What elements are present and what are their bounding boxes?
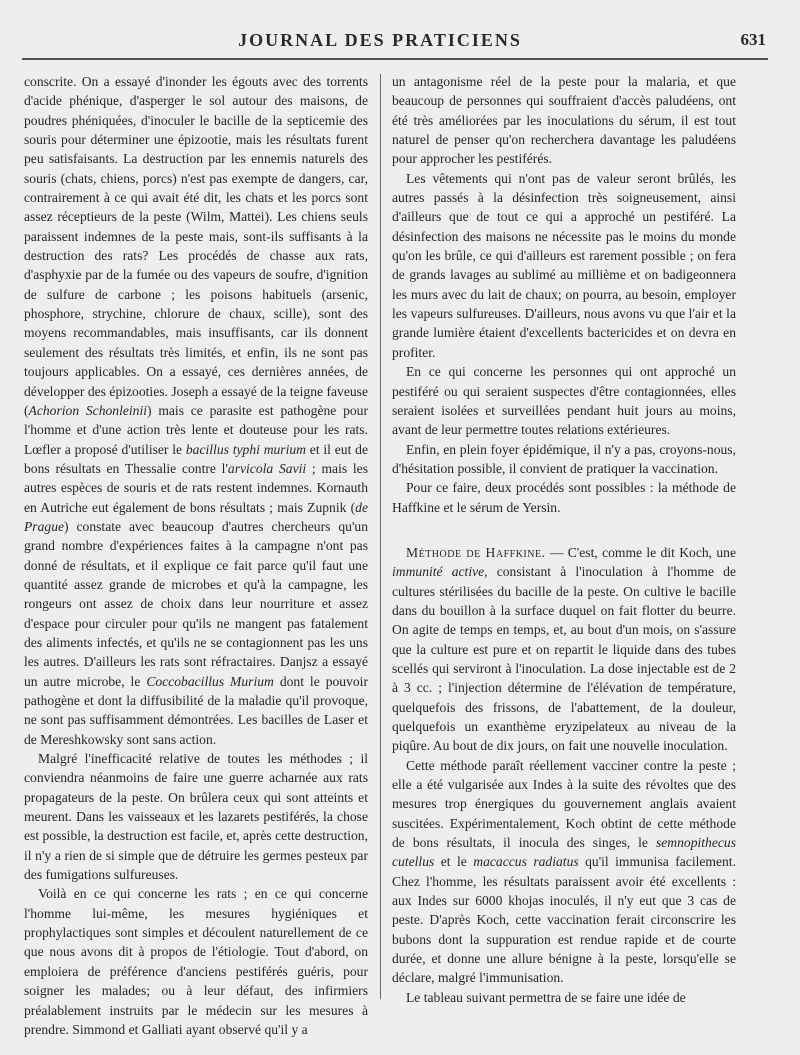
paragraph: Pour ce faire, deux procédés sont possibles : la méthode de Haffkine et le sérum de Yersin. xyxy=(392,480,736,515)
paragraph: un antagonisme réel de la peste pour la malaria, et que beaucoup de personnes qui souffraient d'accès paludéens, ont été très améliorées par les inoculations du sérum, il est tout naturel de penser qu'on recherchera davantage les paludéens pour approcher les pestiférés. xyxy=(392,74,736,167)
section-heading: Méthode de Haffkine. xyxy=(406,544,546,560)
left-column xyxy=(24,72,368,1039)
page-header xyxy=(22,22,766,62)
paragraph: Malgré l'inefficacité relative de toutes les méthodes ; il conviendra néanmoins de faire une guerre acharnée aux rats propagateurs de la peste. On brûlera ceux qui sont atteints et meurent. Dans les vaisseaux et les lazarets pestiférés, la chose est possible, la destruction est facile, et, après cette destruction, il n'y a rien de si simple que de détruire les germes pesteux par des fumigations sulfureuses. xyxy=(24,751,368,883)
section-gap xyxy=(392,517,736,543)
page-number: 631 xyxy=(740,30,766,49)
paragraph: conscrite. On a essayé d'inonder les égouts avec des torrents d'acide phénique, d'asperger le sol autour des maisons, de poudres phéniquées, d'inoculer le bacille de la septicemie des souris pour déterminer une épizootie, mais les résultats furent peu satisfaisants. La destruction par les ennemis naturels des souris (chats, chiens, porcs) n'est pas exempte de dangers, car, contrairement à ce qui avait été dit, les chats et les porcs sont assez réceptieurs de la peste (Wilm, Mattei). Les chiens seuls paraissent indemnes de la peste mais, sont-ils suffisants à la destruction des rats? Les procédés de chasse aux rats, d'asphyxie par de la fumée ou des vapeurs de soufre, d'ignition de sulfure de carbone ; les poisons habituels (arsenic, phosphore, strychine, chlorure de chaux, scille), sont des moyens recommandables, mais insuffisants, car ils donnent seulement des résultats très limités, et enfin, ils ne sont pas toujours applicables. On a essayé, ces dernières années, de développer des épizooties. Joseph a essayé de la teigne faveuse (Achorion Schonleinii) mais ce parasite est pathogène pour l'homme et d'une action très lente et douteuse pour les rats. Lœfler a proposé d'utiliser le bacillus typhi murium et il eut de bons résultats en Thessalie contre l'arvicola Savii ; mais les autres espèces de souris et de rats restent indemnes. Kornauth en Autriche eut également de bons résultats ; mais Zupnik (de Prague) constate avec beaucoup d'autres chercheurs qu'un grand nombre d'expériences faites à la campagne n'ont pas donné de résultats, et il explique ce fait parce qu'il faut une quantité assez grande de microbes et qu'à la campagne, les rongeurs ont assez de choix dans leur nourriture et assez d'espace pour circuler pour qu'ils ne mangent pas fatalement des aliments infectés, et qu'ils ne se contagionnent pas les uns les autres. D'ailleurs les rats sont réfractaires. Danjsz a essayé un autre microbe, le Coccobacillus Murium dont le pouvoir pathogène et dont la diffusibilité de la maladie qu'il provoque, ne sont pas suffisamment démontrées. Les bacilles de Laser et de Mereshkowsky sont sans action. xyxy=(24,74,368,747)
paragraph: En ce qui concerne les personnes qui ont approché un pestiféré ou qui seraient suspectes d'être contagionnées, elles seraient isolées et surveillées pendant huit jours au moins, avant de leur permettre toutes relations extérieures. xyxy=(392,364,736,438)
right-column xyxy=(392,72,736,1007)
paragraph: Cette méthode paraît réellement vacciner contre la peste ; elle a été vulgarisée aux Indes à la suite des révoltes que des mesures trop énergiques du gouvernement anglais avaient suscitées. Expérimentalement, Koch obtint de cette méthode de bons résultats, il inocula des singes, le semnopithecus cutellus et le macaccus radiatus qu'il immunisa facilement. Chez l'homme, les résultats paraissent avoir été excellents : aux Indes sur 6000 khojas inoculés, il n'y eut que 3 cas de peste. D'après Koch, cette vaccination ferait circonscrire les bubons dont la suppuration est rendue rapide et de courte durée, et donne une allure bénigne à la peste, lorsqu'elle se déclare, malgré l'immunisation. xyxy=(392,757,736,986)
paragraph: Les vêtements qui n'ont pas de valeur seront brûlés, les autres passés à la désinfection très soigneusement, ainsi d'ailleurs que de tout ce qui a approché un pestiféré. La désinfection des maisons ne nécessite pas le moins du monde qu'on les brûle, ce qui d'ailleurs est rarement possible ; on fera de grands lavages au sublimé au millième et on badigeonnera les murs avec du lait de chaux; on pourra, au besoin, employer les vapeurs sulfureuses. D'ailleurs, nous avons vu que l'air et la grande lumière étaient d'excellents bactericides et on devra en profiter. xyxy=(392,170,736,360)
column-divider xyxy=(380,74,381,999)
journal-title: JOURNAL DES PRATICIENS xyxy=(238,30,522,50)
header-rule xyxy=(22,58,768,60)
paragraph: Le tableau suivant permettra de se faire une idée de xyxy=(406,989,686,1005)
paragraph: Méthode de Haffkine. — C'est, comme le dit Koch, une immunité active, consistant à l'inoculation à l'homme de cultures stérilisées du bacille de la peste. On cultive le bacille dans du bouillon à la surface duquel on fait flotter du beurre. On agite de temps en temps, et, au bout d'un mois, on s'assure que la culture est pure et on repartit le liquide dans des tubes scellés qui serviront à l'inoculation. La dose injectable est de 2 à 3 cc. ; l'injection détermine de l'élévation de température, quelquefois des frissons, de l'abattement, de la douleur, quelquefois un exanthème eryzipelateux au niveau de la piqûre. Au bout de dix jours, on fait une nouvelle inoculation. xyxy=(392,544,736,754)
paragraph: Enfin, en plein foyer épidémique, il n'y a pas, croyons-nous, d'hésitation possible, il convient de pratiquer la vaccination. xyxy=(392,441,736,476)
paragraph: Voilà en ce qui concerne les rats ; en ce qui concerne l'homme lui-même, les mesures hygiéniques et prophylactiques sont simples et découlent naturellement de ce que nous avons dit à propos de l'étiologie. Tout d'abord, on emploiera de préférence d'anciens pestiférés guéris, pour soigner les malades; ou à leur défaut, des infirmiers préalablement instruits par le médecin sur les mesures à prendre. Simmond et Galliati ayant observé qu'il y a xyxy=(24,886,368,1037)
